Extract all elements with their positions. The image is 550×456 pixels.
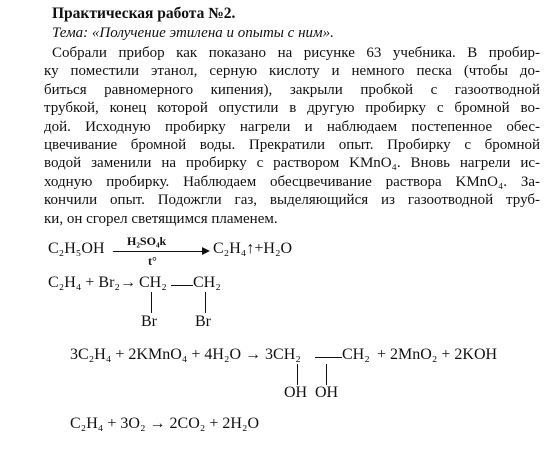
body-line: цвечивание бромной воды. Прекратили опыт. Пробирку с бромной [44, 137, 540, 154]
eq2-cc-bond [171, 285, 193, 286]
eq3-products: + 2MnO₂ + 2KOH [377, 346, 498, 363]
eq1-reactant: C₂H₅OH [48, 240, 105, 257]
body-line: биться равномерного кипения), закрыли пробкой с газоотводной [44, 81, 540, 98]
eq3-sub-left: OH [284, 384, 308, 401]
body-line: Собрали прибор как показано на рисунке 63 учебника. В пробир- [52, 45, 540, 61]
eq3-cc-bond [315, 357, 342, 358]
eq1-catalyst: H₂SO₄k [127, 234, 167, 248]
eq2-reactants: C₂H₄ + Br₂→ [48, 274, 136, 291]
body-line: ходную пробирку. Наблюдаем обесцвечивание раствора KMnO₄. За- [44, 173, 540, 190]
eq3-reactants: 3C₂H₄ + 2KMnO₄ + 4H₂O → 3CH₂ [70, 346, 301, 363]
eq2-sub-right: Br [195, 313, 211, 330]
procedure-paragraph [44, 44, 540, 228]
eq4-text: C₂H₄ + 3O₂ → 2CO₂ + 2H₂O [70, 415, 260, 432]
eq2-bond-right [205, 292, 206, 313]
body-line: дой. Исходную пробирку нагрели и наблюдаем постепенное обес- [44, 118, 540, 135]
eq2-chain-left: CH₂ [139, 274, 167, 291]
eq3-bond-right [326, 364, 327, 385]
eq2-chain-right: CH₂ [193, 274, 221, 291]
body-line: водой заменили на пробирку с раствором KMnO₄. Вновь нагрели ис- [44, 155, 540, 172]
body-line: кончили опыт. Подожгли газ, выделяющийся из газоотводной труб- [44, 192, 540, 209]
eq3-bond-left [297, 364, 298, 385]
eq3-chain-right: CH₂ [342, 346, 370, 363]
eq1-reaction-arrow [113, 251, 203, 252]
eq2-bond-left [151, 292, 152, 313]
page-title: Практическая работа №2. [52, 5, 236, 22]
body-line: трубкой, конец которой опустили в другую пробирку с бромной во- [44, 100, 540, 117]
eq1-temperature: t° [148, 254, 157, 268]
eq1-arrow-head [202, 247, 210, 255]
body-line: ку поместили этанол, серную кислоту и немного песка (чтобы до- [44, 63, 540, 80]
eq2-sub-left: Br [141, 313, 157, 330]
body-line: ки, он сгорел светящимся пламенем. [44, 210, 278, 227]
theme-line: Тема: «Получение этилена и опыты с ним». [52, 25, 334, 41]
eq1-products: C₂H₄↑+H₂O [213, 240, 293, 257]
eq3-sub-right: OH [315, 384, 339, 401]
